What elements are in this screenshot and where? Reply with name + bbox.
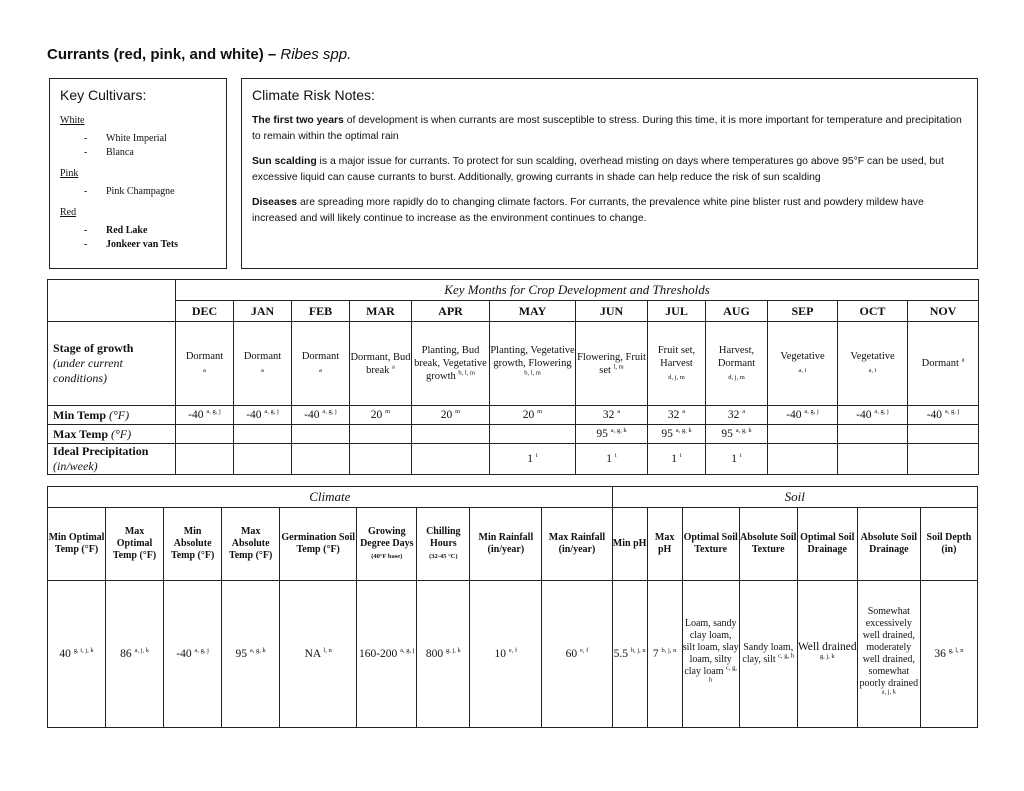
threshold-header-text: Chilling Hours [426,525,461,549]
value: Well drained [797,641,857,653]
footnote-ref: a [682,408,686,416]
threshold-value [542,581,612,728]
threshold-header [920,508,977,581]
threshold-value [222,581,280,728]
stage-apr [412,322,490,406]
cultivar-group-red: Red [60,207,77,218]
stage-label-sub: (under current conditions) [53,356,123,385]
stage-aug [706,322,768,406]
threshold-header-text: Optimal Soil Drainage [800,532,855,555]
min-temp-mar [350,406,412,425]
risk-note [252,113,967,144]
stage-text: Dormant [301,351,340,362]
threshold-value [164,581,222,728]
footnote-ref: a [961,356,965,364]
risk-note-lead: Sun scalding [252,156,317,167]
min-temp-label [48,406,176,425]
threshold-value [612,581,647,728]
value: -40 [786,409,802,421]
min-temp-row [48,406,979,425]
precipitation-feb [292,444,350,475]
threshold-value [280,581,357,728]
footnote-ref: a [261,367,264,374]
threshold-header [106,508,164,581]
min-temp-label-unit: (°F) [109,407,130,422]
max-temp-may [490,425,576,444]
value: Loam, sandy clay loam, silt loam, slay loam, silty clay loam [682,618,739,677]
threshold-header-text: Max Optimal Temp (°F) [112,526,157,561]
footnote-ref: a, g, j [322,408,337,416]
value: 95 [721,428,733,440]
precipitation-sep [768,444,838,475]
max-temp-dec [176,425,234,444]
threshold-value [470,581,542,728]
risk-note [252,195,967,226]
min-temp-jan [234,406,292,425]
threshold-header-text: Soil Depth (in) [926,532,972,555]
month-oct: OCT [838,301,908,322]
stage-text: Harvest, Dormant [717,344,756,369]
value: 95 [661,428,673,440]
climate-caption: Climate [48,487,613,508]
threshold-header [357,508,417,581]
footnote-ref: a, g, k [610,427,627,435]
precipitation-row [48,444,979,475]
footnote-ref: g, i, j, k [73,646,94,654]
footnote-ref: a, g, j [264,408,279,416]
risk-paragraphs [242,113,977,226]
value: 36 [934,647,946,660]
value: 5.5 [613,647,628,660]
max-temp-apr [412,425,490,444]
footnote-ref: g, l, n [948,646,964,654]
stage-jan [234,322,292,406]
page-title [47,46,351,63]
footnote-ref: a, i [868,367,877,374]
stage-label [48,322,176,406]
stage-text: Flowering, Fruit set [577,351,646,376]
threshold-header-note: (32-45 °C) [429,552,458,560]
min-temp-dec [176,406,234,425]
value: 1 [671,453,678,465]
threshold-header-text: Min Optimal Temp (°F) [48,532,105,555]
value: 800 [425,647,444,660]
max-temp-nov [908,425,979,444]
threshold-header [797,508,857,581]
month-apr: APR [412,301,490,322]
min-temp-apr [412,406,490,425]
title-scientific-name: Ribes spp. [280,46,352,63]
footnote-ref: i [679,452,682,460]
threshold-header-text: Max Rainfall (in/year) [548,532,606,555]
threshold-header [739,508,797,581]
footnote-ref: a, g, j [874,408,889,416]
threshold-header [280,508,357,581]
footnote-ref: e, f [508,646,518,654]
footnote-ref: a, g, j [194,646,209,654]
footnote-ref: m [455,408,461,416]
title-main: Currants (red, pink, and white) – [47,46,281,63]
month-dec: DEC [176,301,234,322]
footnote-ref: a, g, j [804,408,819,416]
min-temp-oct [838,406,908,425]
month-jan: JAN [234,301,292,322]
footnote-ref: b, l, m [458,369,475,377]
value: Sandy loam, clay, silt [742,642,794,665]
value: -40 [856,409,872,421]
footnote-ref: a [319,367,322,374]
min-temp-jun [576,406,648,425]
value: -40 [246,409,262,421]
footnote-ref: a, g, j [944,408,960,416]
stage-may [490,322,576,406]
threshold-header-text: Absolute Soil Drainage [860,532,918,555]
threshold-header-text: Min Rainfall (in/year) [478,532,534,555]
max-temp-feb [292,425,350,444]
climate-risk-heading: Climate Risk Notes: [252,87,375,103]
precipitation-label [48,444,176,475]
value: -40 [176,647,192,660]
cultivar-list [50,132,226,160]
threshold-value [357,581,417,728]
value: -40 [926,409,943,421]
cultivar-item: - Blanca [50,146,226,160]
threshold-header [222,508,280,581]
climate-soil-table [47,486,978,728]
month-header-row [48,301,979,322]
stage-text: Vegetative [780,351,825,362]
threshold-header-text: Min Absolute Temp (°F) [170,526,215,561]
threshold-value [417,581,470,728]
threshold-header-text: Absolute Soil Texture [740,532,797,555]
value: 95 [596,428,608,440]
precipitation-label-main: Ideal Precipitation [53,444,149,458]
precipitation-aug [706,444,768,475]
key-cultivars-heading: Key Cultivars: [60,87,147,103]
max-temp-jul [648,425,706,444]
threshold-header-text: Min pH [612,538,647,549]
max-temp-oct [838,425,908,444]
footnote-ref: l, m [613,363,624,370]
stage-jul [648,322,706,406]
footnote-ref: g, j, k [819,653,835,661]
value: -40 [304,409,320,421]
value: -40 [188,409,204,421]
cultivar-groups [50,115,226,252]
max-temp-sep [768,425,838,444]
month-mar: MAR [350,301,412,322]
threshold-value [920,581,977,728]
value: NA [304,647,321,660]
precipitation-jun [576,444,648,475]
stage-text: Fruit set, Harvest [657,344,696,369]
threshold-header [682,508,739,581]
risk-note-lead: The first two years [252,115,344,126]
value: 10 [494,647,507,660]
precipitation-may [490,444,576,475]
stage-oct [838,322,908,406]
cultivar-item: - Red Lake [50,224,226,238]
footnote-ref: a, g, k [675,427,692,435]
footnote-ref: a [617,408,621,416]
stage-jun [576,322,648,406]
stage-sep [768,322,838,406]
value: 32 [602,409,615,421]
footnote-ref: a [392,363,395,370]
month-feb: FEB [292,301,350,322]
cultivar-item: - Pink Champagne [50,185,226,199]
footnote-ref: a, g, k [249,646,266,654]
month-nov: NOV [908,301,979,322]
max-temp-row [48,425,979,444]
precipitation-dec [176,444,234,475]
threshold-header-text: Germination Soil Temp (°F) [281,532,356,555]
threshold-value [106,581,164,728]
max-temp-label-unit: (°F) [111,426,132,441]
threshold-header [470,508,542,581]
threshold-header [417,508,470,581]
max-temp-jun [576,425,648,444]
stage-feb [292,322,350,406]
footnote-ref: a, j, k [134,646,149,654]
cultivar-item: - Jonkeer van Tets [50,238,226,252]
value: Somewhat excessively well drained, moderately well drained, somewhat poorly drained [859,606,919,689]
threshold-header-note: (40°F base) [371,552,403,560]
value: 1 [606,453,613,465]
corner-cell [48,280,176,322]
threshold-header [612,508,647,581]
stage-dec [176,322,234,406]
threshold-header-text: Growing Degree Days [360,525,414,549]
value: 20 [370,409,383,421]
precipitation-jan [234,444,292,475]
precipitation-mar [350,444,412,475]
footnote-ref: a [742,408,746,416]
month-sep: SEP [768,301,838,322]
cultivar-list [50,224,226,252]
min-temp-sep [768,406,838,425]
footnote-ref: e, f [580,646,589,654]
stage-row [48,322,979,406]
threshold-header [647,508,682,581]
stage-text: Planting, Vegetative growth, Flowering [490,345,575,369]
footnote-ref: b, j, n [661,646,677,654]
min-temp-nov [908,406,979,425]
footnote-ref: b, l, m [524,369,541,377]
risk-note [252,154,967,185]
risk-note-lead: Diseases [252,197,298,208]
thresholds-header-row [48,508,978,581]
threshold-header-text: Max Absolute Temp (°F) [228,526,273,561]
max-temp-mar [350,425,412,444]
key-months-table [47,279,979,475]
threshold-value [857,581,920,728]
threshold-value [48,581,106,728]
footnote-ref: a, g, j [206,408,221,416]
value: 1 [527,453,534,465]
footnote-ref: a, g, j [400,646,415,654]
threshold-value [682,581,739,728]
value: 7 [652,647,659,660]
value: 1 [731,453,738,465]
key-months-caption: Key Months for Crop Development and Thresholds [176,280,979,301]
stage-nov [908,322,979,406]
threshold-header [857,508,920,581]
key-cultivars-box [49,78,227,269]
stage-label-main: Stage of growth [53,341,134,355]
footnote-ref: c, g, h [709,664,738,684]
value: 95 [235,647,248,660]
footnote-ref: m [385,408,391,416]
value: 86 [120,647,132,660]
soil-caption: Soil [612,487,977,508]
cultivar-list [50,185,226,199]
thresholds-value-row [48,581,978,728]
precipitation-label-unit: (in/week) [53,459,98,473]
threshold-value [647,581,682,728]
precipitation-oct [838,444,908,475]
stage-text: Planting, Bud break, Vegetative growth [414,345,487,382]
footnote-ref: a, j, k [881,688,897,696]
threshold-header [164,508,222,581]
min-temp-aug [706,406,768,425]
footnote-ref: i [535,452,538,460]
month-aug: AUG [706,301,768,322]
value: 32 [667,409,680,421]
threshold-value [739,581,797,728]
min-temp-label-main: Min Temp [53,407,107,422]
threshold-header [542,508,612,581]
value: 60 [565,647,578,660]
max-temp-label-main: Max Temp [53,426,109,441]
precipitation-apr [412,444,490,475]
footnote-ref: c, g, h [778,652,795,660]
min-temp-feb [292,406,350,425]
climate-risk-notes-box [241,78,978,269]
footnote-ref: b, j, n [630,646,646,654]
stage-text: Dormant, Bud break [350,351,411,376]
threshold-header-text: Optimal Soil Texture [683,532,738,555]
month-may: MAY [490,301,576,322]
cultivar-item: - White Imperial [50,132,226,146]
risk-note-text: are spreading more rapidly do to changing climate factors. For currants, the prevalence white pine blister rust and powdery mildew have increased and will likely continue to increase as the environment continues to change. [252,197,924,224]
footnote-ref: a, i [798,367,807,374]
footnote-ref: a [203,367,206,374]
footnote-ref: i [614,452,617,460]
cultivar-group-pink: Pink [60,168,79,179]
month-jun: JUN [576,301,648,322]
risk-note-text: is a major issue for currants. To protect for sun scalding, overhead misting on days where temperatures go above 95°F can be used, but excessive liquid can cause currants to burst. Additionally, growing currants in shade can help reduce the risk of sun scalding [252,156,944,183]
stage-mar [350,322,412,406]
value: 160-200 [358,647,398,660]
precipitation-nov [908,444,979,475]
value: 32 [727,409,740,421]
stage-text: Dormant [921,358,959,369]
risk-note-text: of development is when currants are most susceptible to stress. During this time, it is more important for temperature and precipitation to remain within the optimal rain [252,115,962,142]
footnote-ref: g, j, k [445,646,461,654]
stage-text: Dormant [243,351,282,362]
threshold-header-text: Max pH [654,532,675,555]
threshold-value [797,581,857,728]
min-temp-may [490,406,576,425]
month-jul: JUL [648,301,706,322]
min-temp-jul [648,406,706,425]
value: 20 [440,409,453,421]
precipitation-jul [648,444,706,475]
max-temp-label [48,425,176,444]
footnote-ref: i [739,452,742,460]
value: 40 [59,647,71,660]
value: 20 [522,409,535,421]
cultivar-group-white: White [60,115,85,126]
footnote-ref: l, n [323,646,332,654]
footnote-ref: a, g, k [735,427,752,435]
stage-text: Vegetative [850,351,895,362]
footnote-ref: m [537,408,543,416]
stage-text: Dormant [185,351,224,362]
footnote-ref: d, j, m [728,373,745,381]
max-temp-jan [234,425,292,444]
footnote-ref: d, j, m [668,373,685,381]
threshold-header [48,508,106,581]
max-temp-aug [706,425,768,444]
